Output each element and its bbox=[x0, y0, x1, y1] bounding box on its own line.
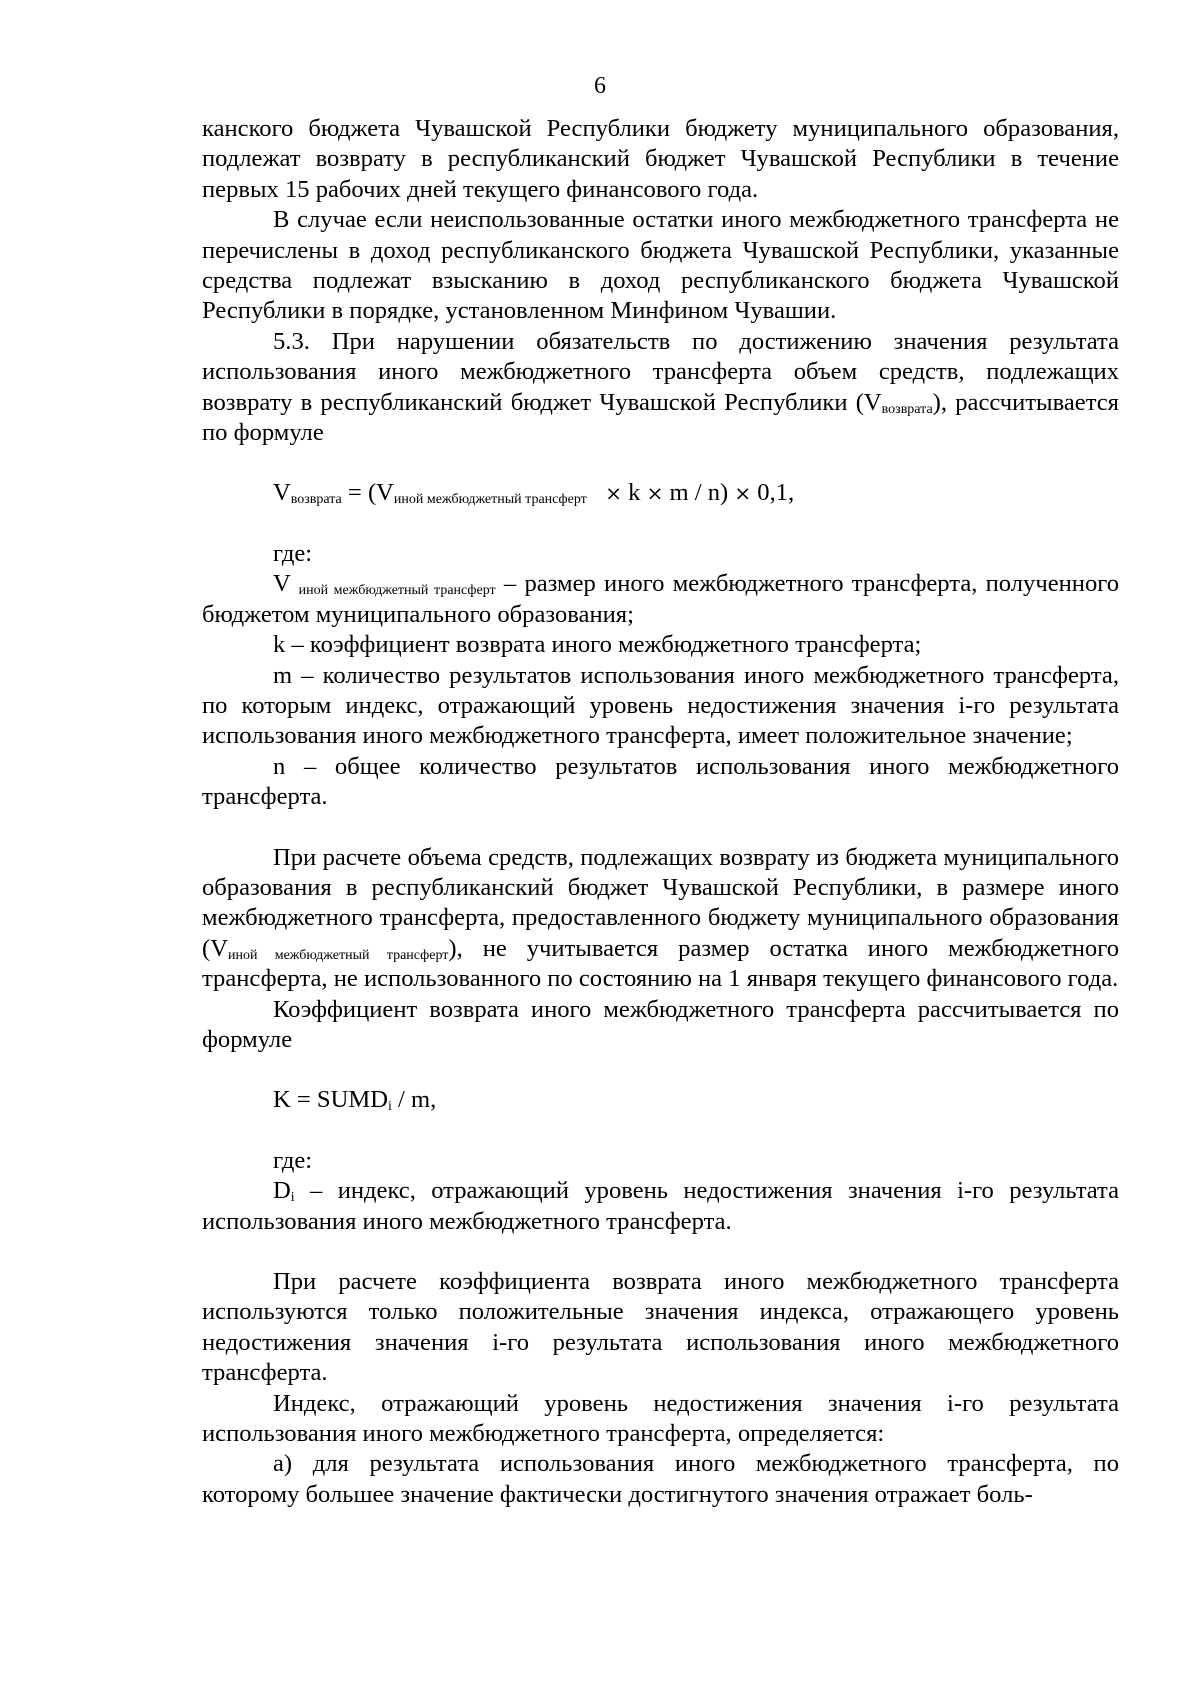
formula1-times-2: × bbox=[646, 481, 664, 506]
formula1-k: k bbox=[621, 479, 647, 507]
formula2-b: / m, bbox=[391, 1086, 437, 1114]
formula1-times-3: × bbox=[734, 481, 752, 506]
definition-v-symbol: V bbox=[273, 570, 299, 598]
formula-coefficient bbox=[202, 1085, 1119, 1115]
definition-d-sub: i bbox=[290, 1190, 295, 1206]
definition-d-text: – индекс, отражающий уровень недостижения значения i-го результата использования иного межбюджетного трансферта. bbox=[202, 1177, 1119, 1235]
definition-k: k – коэффициент возврата иного межбюджетного трансферта; bbox=[273, 631, 922, 659]
paragraph-unused-balance: В случае если неиспользованные остатки иного межбюджетного трансферта не перечислены в доход республиканского бюджета Чувашской Республики, указанные средства подлежат взысканию в доход республиканского бюджета Чувашской Республики в порядке, установленном Минфином Чувашии. bbox=[202, 206, 1119, 325]
subscript-vozvrata: возврата bbox=[881, 401, 933, 417]
paragraph-continuation: канского бюджета Чувашской Республики бюджету муниципального образования, подлежат возврату в республиканский бюджет Чувашской Республики в течение первых 15 рабочих дней текущего финансового года. bbox=[202, 115, 1119, 203]
formula1-v-sub: возврата bbox=[290, 492, 342, 508]
where-label-1: где: bbox=[273, 539, 313, 567]
paragraph-refund-sub: иной межбюджетный трансферт bbox=[227, 947, 449, 963]
definition-v-sub: иной межбюджетный трансферт bbox=[298, 583, 496, 599]
paragraph-coefficient-intro: Коэффициент возврата иного межбюджетного трансферта рассчитывается по формуле bbox=[202, 995, 1119, 1053]
formula1-v: V bbox=[273, 479, 291, 507]
definition-d-symbol: D bbox=[273, 1177, 291, 1205]
definition-v-text: – размер иного межбюджетного трансферта, полученного бюджетом муниципального образования; bbox=[202, 570, 1120, 628]
definition-n: n – общее количество результатов использования иного межбюджетного трансферта. bbox=[202, 752, 1119, 811]
formula1-times-1: × bbox=[605, 481, 622, 506]
paragraph-refund-calculation bbox=[202, 843, 1119, 995]
formula1-tail: 0,1, bbox=[751, 479, 795, 507]
document-body bbox=[202, 114, 1119, 1510]
paragraph-positive-values: При расчете коэффициента возврата иного межбюджетного трансферта используются только положительные значения индекса, отражающего уровень недостижения значения i-го результата использования иного межбюджетного трансферта. bbox=[202, 1268, 1119, 1387]
paragraph-5-3-text-b: ), рассчитывается по формуле bbox=[202, 388, 1119, 447]
definition-d bbox=[202, 1176, 1119, 1237]
paragraph-refund-text-b: ), не учитывается размер остатка иного межбюджетного трансферта, не использованного по состоянию на 1 января текущего финансового года. bbox=[202, 934, 1119, 993]
paragraph-refund-text-a: При расчете объема средств, подлежащих возврату из бюджета муниципального образования в республиканский бюджет Чувашской Республики, в размере иного межбюджетного трансферта, предоставленного бюджету муниципального образования (V bbox=[202, 843, 1119, 962]
definition-m: m – количество результатов использования иного межбюджетного трансферта, по которым индекс, отражающий уровень недостижения значения i-го результата использования иного межбюджетного трансферта, имеет положительное значение; bbox=[202, 661, 1119, 750]
paragraph-index-definition: Индекс, отражающий уровень недостижения значения i-го результата использования иного межбюджетного трансферта, определяется: bbox=[202, 1389, 1119, 1448]
paragraph-item-a: а) для результата использования иного межбюджетного трансферта, по которому большее значение фактически достигнутого значения отражает боль- bbox=[202, 1450, 1119, 1508]
page-number: 6 bbox=[594, 73, 606, 99]
paragraph-5-3-text-a: 5.3. При нарушении обязательств по достижению значения результата использования иного межбюджетного трансферта объем средств, подлежащих возврату в республиканский бюджет Чувашской Республики (V bbox=[202, 327, 1119, 416]
formula1-rest: m / n) bbox=[663, 479, 735, 507]
paragraph-5-3 bbox=[202, 327, 1119, 449]
formula2-sub: i bbox=[388, 1099, 392, 1115]
formula1-eq: = (V bbox=[341, 479, 394, 507]
formula-refund-volume bbox=[202, 478, 1119, 508]
where-label-2: где: bbox=[273, 1146, 313, 1174]
definition-v bbox=[202, 569, 1119, 630]
formula2-a: K = SUMD bbox=[273, 1086, 388, 1114]
formula1-inner-sub: иной межбюджетный трансферт bbox=[393, 492, 587, 508]
